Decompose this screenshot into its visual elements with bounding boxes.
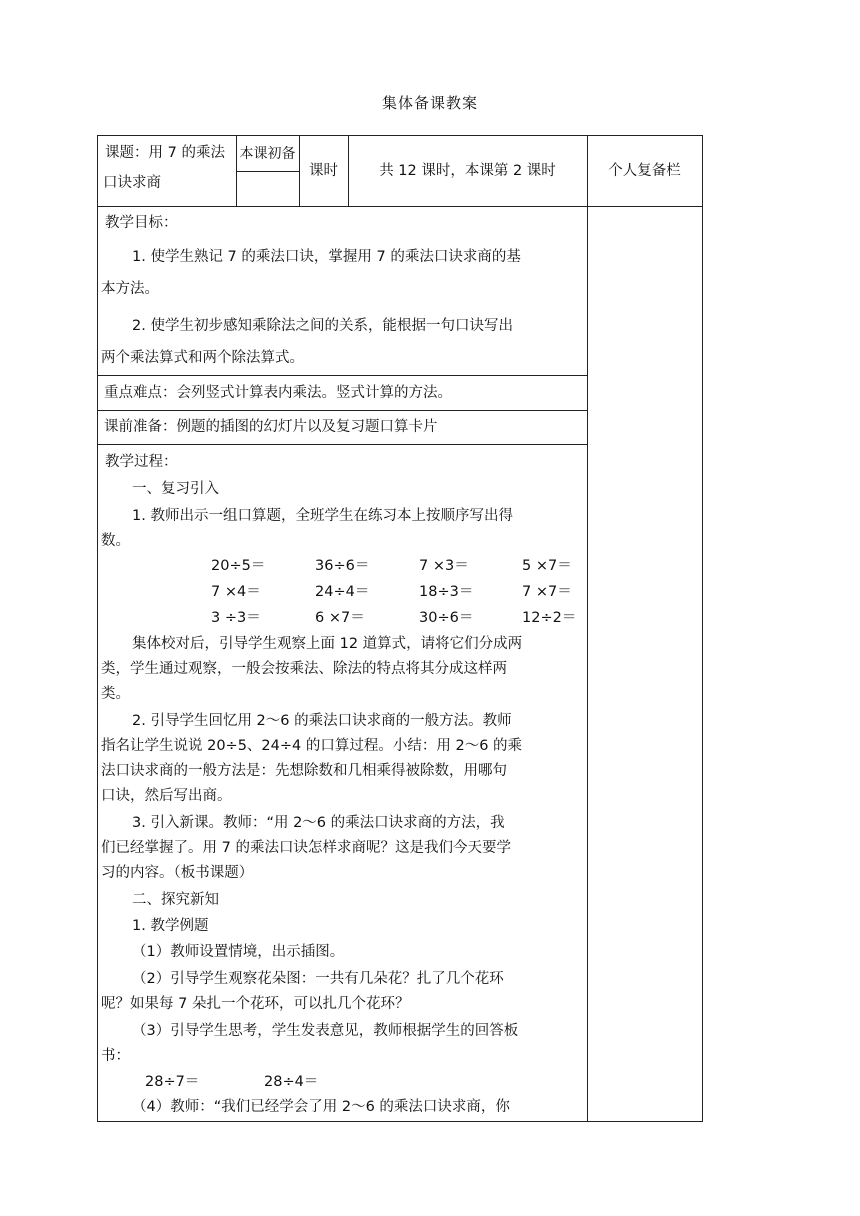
key-points: 重点难点：会列竖式计算表内乘法。竖式计算的方法。 [104,385,452,401]
board-equation: 28÷4＝ [264,1074,319,1090]
table-divider [98,410,587,411]
topic-cell [103,143,236,193]
paragraph-3-line-3: 法口诀求商的一般方法是：先想除数和几相乘得被除数，用哪句 [101,763,507,779]
document-title: 集体备课教案 [381,94,478,112]
paragraph-2-line-2: 类，学生通过观察，一般会按乘法、除法的特点将其分成这样两 [101,661,507,677]
exercise-cell: 7 ×3＝ [419,558,469,574]
exercise-cell: 20÷5＝ [211,558,266,574]
personal-review-label: 个人复备栏 [608,163,681,179]
exercise-cell: 18÷3＝ [419,584,474,600]
table-divider [98,444,587,445]
paragraph-4-line-2: 们已经掌握了。用 7 的乘法口诀怎样求商呢？这是我们今天要学 [101,840,511,856]
paragraph-2-line-1: 集体校对后，引导学生观察上面 12 道算式，请将它们分成两 [132,636,523,652]
section-2-sub-3-line-1: （3）引导学生思考，学生发表意见，教师根据学生的回答板 [132,1023,519,1039]
objective-1-line-2: 本方法。 [101,281,159,297]
process-heading: 教学过程： [105,454,178,470]
topic-line-1: 课题：用 7 的乘法 [105,145,225,161]
objective-1-line-1: 1. 使学生熟记 7 的乘法口诀，掌握用 7 的乘法口诀求商的基 [132,249,521,265]
section-2-sub-2-line-1: （2）引导学生观察花朵图：一共有几朵花？扎了几个花环 [132,971,504,987]
exercise-cell: 6 ×7＝ [315,610,365,626]
preparation: 课前准备：例题的插图的幻灯片以及复习题口算卡片 [104,419,438,435]
section-1-heading: 一、复习引入 [132,481,219,497]
paragraph-3-line-1: 2. 引导学生回忆用 2～6 的乘法口诀求商的一般方法。教师 [132,713,512,729]
section-2-sub-2-line-2: 呢？如果每 7 朵扎一个花环，可以扎几个花环？ [101,996,410,1012]
exercise-cell: 36÷6＝ [315,558,370,574]
paragraph-3-line-2: 指名让学生说说 20÷5、24÷4 的口算过程。小结：用 2～6 的乘 [101,738,523,754]
table-divider [98,206,702,207]
topic-line-2: 口诀求商 [103,175,161,191]
period-label: 课时 [309,163,338,179]
objective-2-line-2: 两个乘法算式和两个除法算式。 [101,350,304,366]
section-2-item-1: 1. 教学例题 [132,918,209,934]
board-equation: 28÷7＝ [145,1074,200,1090]
exercise-cell: 3 ÷3＝ [211,610,261,626]
exercise-cell: 24÷4＝ [315,584,370,600]
paragraph-4-line-3: 习的内容。（板书课题） [101,865,254,881]
section-2-sub-1: （1）教师设置情境，出示插图。 [132,944,345,960]
exercise-cell: 12÷2＝ [522,610,577,626]
period-value: 共 12 课时，本课第 2 课时 [379,163,556,179]
section-2-sub-4: （4）教师：“我们已经学会了用 2～6 的乘法口诀求商，你 [132,1099,510,1115]
process-section [101,447,587,1119]
section-2-heading: 二、探究新知 [132,892,219,908]
paragraph-4-line-1: 3. 引入新课。教师：“用 2～6 的乘法口诀求商的方法，我 [132,815,505,831]
exercise-cell: 5 ×7＝ [522,558,572,574]
paragraph-2-line-3: 类。 [101,686,130,702]
exercise-cell: 30÷6＝ [419,610,474,626]
objectives-heading: 教学目标： [105,215,178,231]
table-divider [236,171,299,172]
exercise-cell: 7 ×4＝ [211,584,261,600]
paragraph-3-line-4: 口诀，然后写出商。 [101,788,232,804]
table-divider [587,136,588,1121]
exercise-cell: 7 ×7＝ [522,584,572,600]
objective-2-line-1: 2. 使学生初步感知乘除法之间的关系，能根据一句口诀写出 [132,318,513,334]
section-2-sub-3-line-2: 书： [101,1048,130,1064]
paragraph-1-line-1: 1. 教师出示一组口算题，全班学生在练习本上按顺序写出得 [132,508,513,524]
prep-label: 本课初备 [239,146,296,162]
paragraph-1-line-2: 数。 [101,533,130,549]
table-divider [98,375,587,376]
